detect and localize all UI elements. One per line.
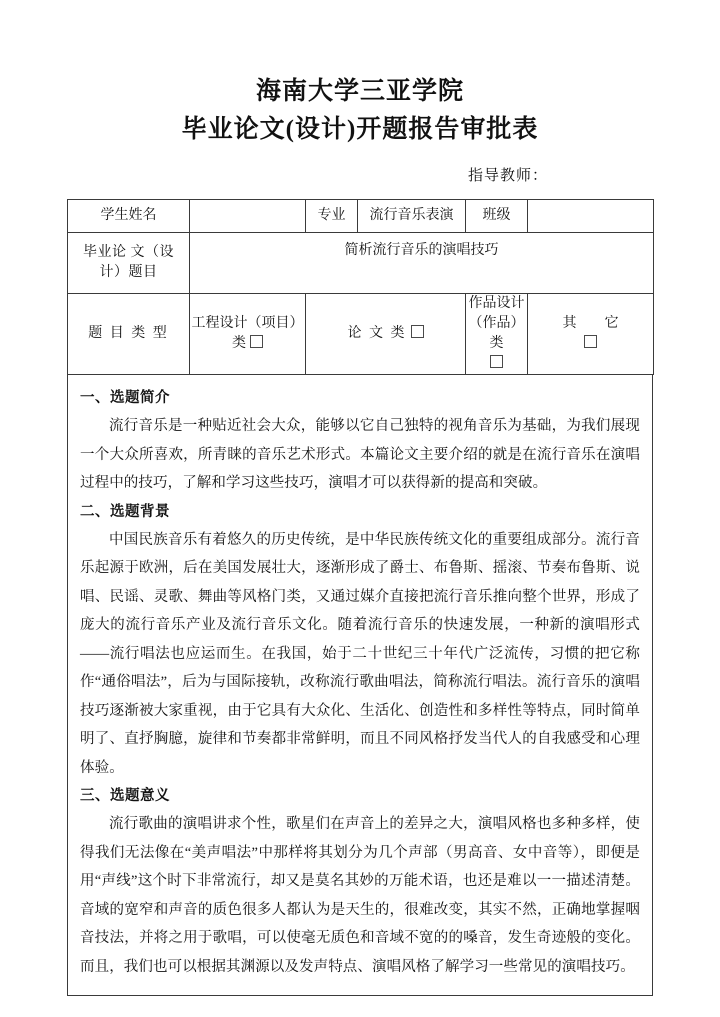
topic-type-option-other[interactable] — [528, 294, 654, 375]
checkbox-engineering[interactable] — [250, 335, 263, 348]
topic-type-engineering-label-line2: 类 — [232, 336, 246, 351]
section-topic-significance — [80, 782, 640, 981]
checkbox-other[interactable] — [584, 335, 597, 348]
major-value[interactable]: 流行音乐表演 — [358, 200, 466, 233]
advisor-label: 指导教师： — [467, 168, 548, 184]
thesis-title-value[interactable]: 简析流行音乐的演唱技巧 — [190, 233, 654, 294]
page-title-form: 毕业论文(设计)开题报告审批表 — [181, 116, 539, 143]
major-label: 专业 — [306, 200, 358, 233]
section-heading-3: 三、选题意义 — [80, 788, 170, 804]
thesis-title-label — [68, 233, 190, 294]
topic-type-artwork-line2 — [466, 354, 527, 374]
section-topic-background — [80, 498, 640, 783]
thesis-title-label-line1: 毕业论 文（设 — [83, 245, 174, 260]
class-label: 班级 — [466, 200, 528, 233]
table-row-thesis-title — [68, 233, 654, 294]
thesis-title-label-line2: 计）题目 — [99, 265, 158, 280]
topic-type-option-artwork[interactable] — [466, 294, 528, 375]
class-value[interactable] — [528, 200, 654, 233]
table-row-topic-type — [68, 294, 654, 375]
topic-type-option-thesis[interactable] — [306, 294, 466, 375]
document-title-block — [0, 0, 720, 148]
section-topic-intro — [80, 384, 640, 498]
topic-type-other-label: 其 它 — [562, 316, 619, 331]
form-body-content — [67, 375, 653, 996]
student-name-label: 学生姓名 — [68, 200, 190, 233]
topic-type-thesis-label: 论 文 类 — [347, 326, 407, 341]
page-title-university: 海南大学三亚学院 — [255, 78, 464, 105]
topic-type-engineering-line2 — [190, 334, 305, 354]
checkbox-artwork[interactable] — [490, 355, 503, 368]
section-heading-2: 二、选题背景 — [80, 503, 170, 520]
student-name-value[interactable] — [190, 200, 306, 233]
topic-type-engineering-label-line1: 工程设计（项目） — [191, 316, 304, 331]
table-row-student-info — [68, 200, 654, 233]
section-paragraph-1-1: 流行音乐是一种贴近社会大众，能够以它自己独特的视角音乐为基础，为我们展现一个大众所喜欢，所青睐的音乐艺术形式。本篇论文主要介绍的就是在流行音乐在演唱过程中的技巧，了解和学习这些技巧，演唱才可以获得新的提高和突破。 — [80, 418, 640, 491]
checkbox-thesis[interactable] — [411, 325, 424, 338]
section-heading-1: 一、选题简介 — [80, 390, 170, 406]
topic-type-option-engineering[interactable] — [190, 294, 306, 375]
topic-type-artwork-label: 作品设计（作品）类 — [468, 296, 525, 351]
topic-type-label: 题 目 类 型 — [68, 294, 190, 375]
approval-form — [67, 199, 653, 375]
topic-type-other-line2 — [528, 334, 653, 354]
section-paragraph-3-1: 流行歌曲的演唱讲求个性，歌星们在声音上的差异之大，演唱风格也多种多样，使得我们无法像在“美声唱法”中那样将其划分为几个声部（男高音、女中音等），即便是用“声线”这个时下非常流行，却又是莫名其妙的万能术语，也还是难以一一描述清楚。音域的宽窄和声音的质色很多人都认为是天生的，很难改变，其实不然，正确地掌握咽音技法，并将之用于歌唱，可以使毫无质色和音域不宽的的嗓音，发生奇迹般的变化。而且，我们也可以根据其渊源以及发声特点、演唱风格了解学习一些常见的演唱技巧。 — [80, 816, 640, 975]
section-paragraph-2-1: 中国民族音乐有着悠久的历史传统，是中华民族传统文化的重要组成部分。流行音乐起源于欧洲，后在美国发展壮大，逐渐形成了爵士、布鲁斯、摇滚、节奏布鲁斯、说唱、民谣、灵歌、舞曲等风格门类，又通过媒介直接把流行音乐推向整个世界，形成了庞大的流行音乐产业及流行音乐文化。随着流行音乐的快速发展，一种新的演唱形式——流行唱法也应运而生。在我国，始于二十世纪三十年代广泛流传，习惯的把它称作“通俗唱法”，后为与国际接轨，改称流行歌曲唱法，简称流行唱法。流行音乐的演唱技巧逐渐被大家重视，由于它具有大众化、生活化、创造性和多样性等特点，同时简单明了、直抒胸臆，旋律和节奏都非常鲜明，而且不同风格抒发当代人的自我感受和心理体验。 — [80, 531, 640, 776]
